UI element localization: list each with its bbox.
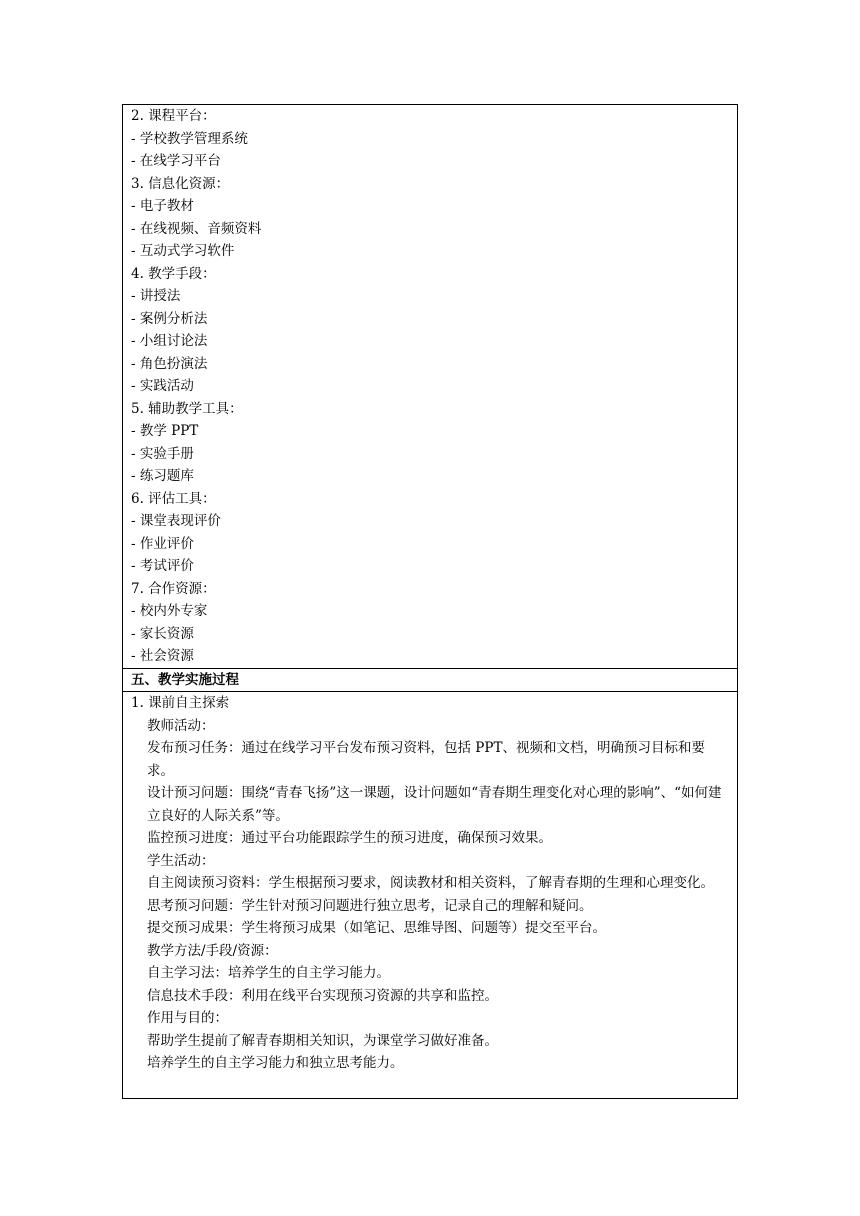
student-item: 提交预习成果：学生将预习成果（如笔记、思维导图、问题等）提交至平台。 [147, 920, 606, 936]
list-line: - 在线视频、音频资料 [131, 220, 262, 237]
list-line: - 教学 PPT [131, 423, 199, 439]
list-line: - 课堂表现评价 [131, 513, 221, 529]
list-line: - 角色扮演法 [131, 355, 208, 372]
list-line: - 案例分析法 [131, 310, 208, 327]
student-activity-label: 学生活动： [147, 852, 215, 869]
teacher-item: 设计预习问题：围绕“青春飞扬”这一课题，设计问题如“青春期生理变化对心理的影响”、“如何建立良好的人际关系”等。 [147, 785, 722, 824]
list-line: - 讲授法 [131, 288, 181, 304]
step-title: 1. 课前自主探索 [131, 695, 230, 711]
list-line: - 学校教学管理系统 [131, 130, 248, 147]
list-line: - 社会资源 [131, 648, 194, 664]
teacher-activity-label: 教师活动： [147, 717, 215, 734]
method-item: 信息技术手段：利用在线平台实现预习资源的共享和监控。 [147, 987, 498, 1004]
list-line: 2. 课程平台： [131, 108, 216, 124]
list-line: - 小组讨论法 [131, 333, 208, 349]
purpose-item: 帮助学生提前了解青春期相关知识，为课堂学习做好准备。 [147, 1032, 498, 1049]
list-line: - 电子教材 [131, 198, 194, 214]
list-line: - 实验手册 [131, 445, 194, 462]
list-line: - 练习题库 [131, 468, 194, 484]
student-item: 自主阅读预习资料：学生根据预习要求，阅读教材和相关资料，了解青春期的生理和心理变化。 [147, 875, 714, 891]
list-line: - 作业评价 [131, 535, 194, 552]
purpose-item: 培养学生的自主学习能力和独立思考能力。 [147, 1055, 404, 1071]
list-line: - 校内外专家 [131, 603, 208, 619]
list-line: 7. 合作资源： [131, 580, 216, 597]
teacher-item: 监控预习进度：通过平台功能跟踪学生的预习进度，确保预习效果。 [147, 830, 552, 846]
list-line: 4. 教学手段： [131, 265, 216, 282]
teacher-item: 发布预习任务：通过在线学习平台发布预习资料，包括 PPT、视频和文档，明确预习目标和要求。 [147, 740, 705, 779]
list-line: - 在线学习平台 [131, 153, 221, 169]
list-line: - 实践活动 [131, 378, 194, 394]
student-item: 思考预习问题：学生针对预习问题进行独立思考，记录自己的理解和疑问。 [147, 897, 593, 914]
list-line: 6. 评估工具： [131, 490, 216, 507]
list-line: - 家长资源 [131, 625, 194, 642]
method-item: 自主学习法：培养学生的自主学习能力。 [147, 965, 390, 981]
lesson-plan-table [122, 104, 738, 1099]
resources-cell [123, 105, 737, 668]
process-cell [123, 692, 737, 1098]
list-line: - 考试评价 [131, 558, 194, 574]
list-line: 5. 辅助教学工具： [131, 400, 243, 417]
purpose-label: 作用与目的： [147, 1010, 228, 1026]
list-line: 3. 信息化资源： [131, 175, 230, 192]
section-heading: 五、教学实施过程 [123, 668, 737, 692]
method-label: 教学方法/手段/资源： [147, 942, 278, 959]
list-line: - 互动式学习软件 [131, 243, 235, 259]
